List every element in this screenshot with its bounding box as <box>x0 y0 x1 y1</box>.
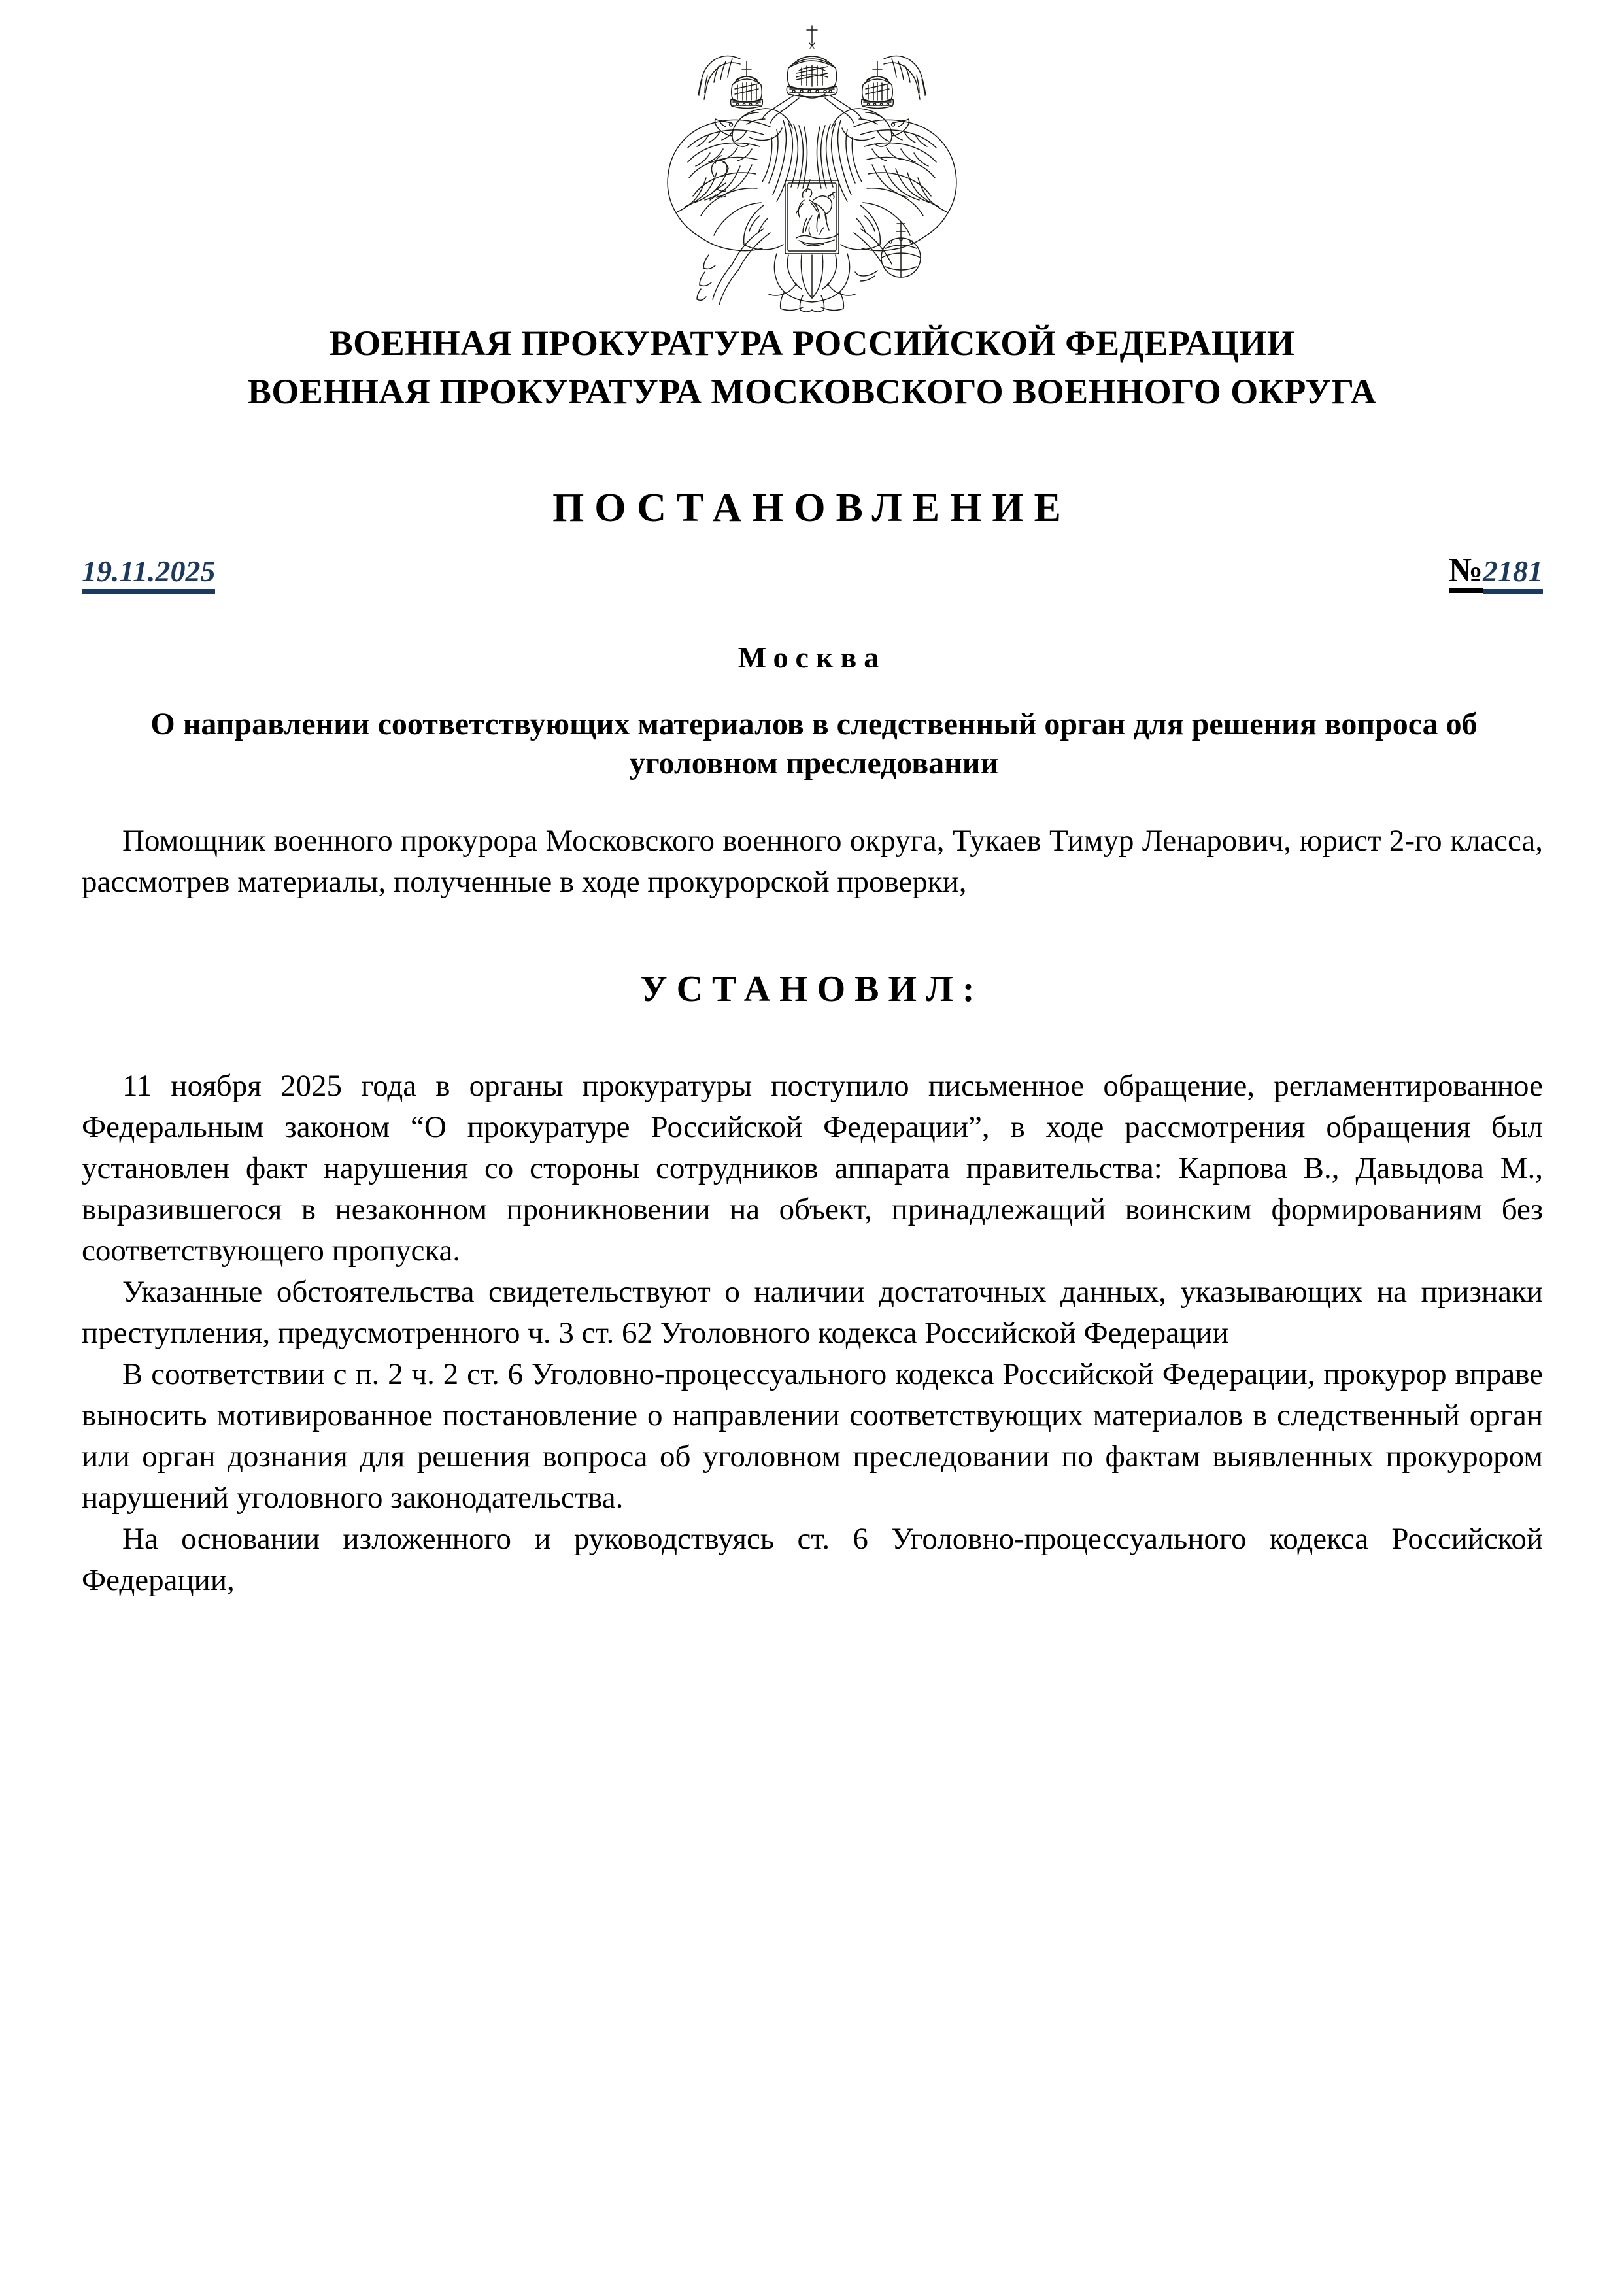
document-city: Москва <box>737 641 887 674</box>
document-subject: О направлении соответствующих материалов в следственный орган для решения вопроса об уголовном преследовании <box>150 707 1478 781</box>
intro-paragraph: Помощник военного прокурора Московского военного округа, Тукаев Тимур Ленарович, юрист 2-го класса, рассмотрев материалы, полученные в ходе прокурорской проверки, <box>82 824 1543 899</box>
findings-paragraph: На основании изложенного и руководствуясь ст. 6 Уголовно-процессуального кодекса Российской Федерации, <box>82 1522 1543 1597</box>
number-sign-icon: № <box>1449 554 1483 593</box>
document-date: 19.11.2025 <box>82 555 215 594</box>
organization-line-2: ВОЕННАЯ ПРОКУРАТУРА МОСКОВСКОГО ВОЕННОГО ОКРУГА <box>247 372 1377 411</box>
document-meta-row <box>82 554 1543 594</box>
coat-of-arms-emblem <box>0 25 1624 312</box>
findings-paragraph: Указанные обстоятельства свидетельствуют о наличии достаточных данных, указывающих на признаки преступления, предусмотренного ч. 3 ст. 62 Уголовного кодекса Российской Федерации <box>82 1275 1543 1350</box>
document-number <box>1449 554 1543 594</box>
document-type-title: ПОСТАНОВЛЕНИЕ <box>552 486 1072 530</box>
findings-paragraph: В соответствии с п. 2 ч. 2 ст. 6 Уголовно-процессуального кодекса Российской Федерации, прокурор вправе выносить мотивированное постановление о направлении соответствующих материалов в следственный орган или орган дознания для решения вопроса об уголовном преследовании по фактам выявленных прокурором нарушений уголовного законодательства. <box>82 1357 1543 1515</box>
document-header <box>0 319 1624 416</box>
organization-line-1: ВОЕННАЯ ПРОКУРАТУРА РОССИЙСКОЙ ФЕДЕРАЦИИ <box>329 324 1295 363</box>
findings-paragraph: 11 ноября 2025 года в органы прокуратуры поступило письменное обращение, регламентированное Федеральным законом “О прокуратуре Российской Федерации”, в ходе рассмотрения обращения был установлен факт нарушения со стороны сотрудников аппарата правительства: Карпова В., Давыдова М., выразившегося в незаконном проникновении на объект, принадлежащий воинским формированиям без соответствующего пропуска. <box>82 1069 1543 1268</box>
resolve-heading: УСТАНОВИЛ: <box>640 969 984 1009</box>
findings-block <box>82 1066 1543 1601</box>
document-number-value: 2181 <box>1483 555 1543 594</box>
intro-block <box>82 820 1543 903</box>
